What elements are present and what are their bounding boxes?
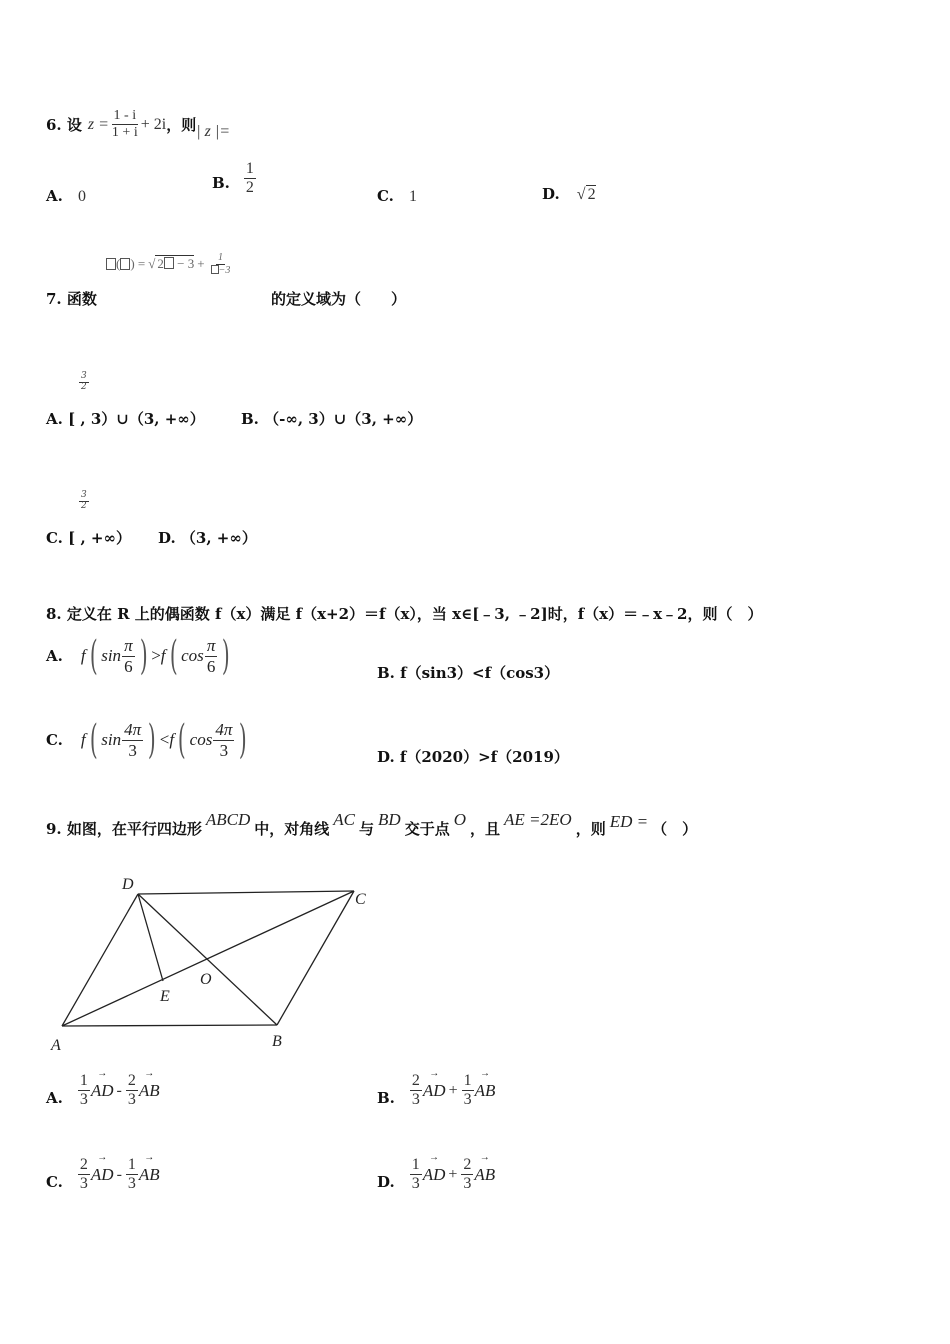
q9-option-c[interactable] [46,1156,160,1194]
q7-f-box [106,258,116,270]
q9-c-coef2 [126,1156,138,1194]
q9-a-c1d: 3 [79,1091,88,1109]
q9-option-c-label: C. [46,1172,63,1191]
q6-abs: | z |= [196,122,231,140]
q8-a-sin: sin [101,646,122,666]
q9-c-v1: → AD [91,1165,114,1185]
q8-a-frac2 [205,636,218,676]
q8-c-frac1-den: 3 [128,740,137,760]
q8-option-b[interactable]: B. f（sin3）<f（cos3） [377,664,560,682]
q7-radicand: 2 [157,256,164,271]
q9-a-c2n: 2 [126,1072,138,1091]
q8-option-a[interactable] [46,633,234,680]
q7-formula-frac [209,252,233,276]
side-dc [138,891,354,894]
q6-option-c-label: C. [377,187,394,205]
q7-option-a-frac [78,372,90,393]
q9-a-v2: → AB [139,1081,160,1101]
q7-option-c[interactable]: C. [ , +∞） [46,529,131,547]
q9-option-a-label: A. [46,1088,63,1107]
q7-sqrt: √ 2 − 3 [148,256,195,271]
q6-option-d-sqrt: √ 2 [576,186,596,203]
q9-d-coef2 [461,1156,473,1194]
q9-b-coef2 [462,1072,474,1110]
q8-a-f1: f [80,646,86,666]
q8-a-cos: cos [181,646,204,666]
q7-small-frac-1-den: 2 [81,382,87,392]
q8-c-f2: f [169,730,175,750]
label-d: D [122,876,134,893]
q7-radicand-tail: − 3 [173,256,195,271]
q9-ze: ，则 [575,820,606,838]
side-ab [62,1025,277,1026]
q9-d-c2d: 3 [463,1175,472,1193]
q8-c-frac2-den: 3 [219,740,229,760]
q8-stem: 8. 定义在 R 上的偶函数 f（x）满足 f（x+2）＝f（x），当 x∈[﹣3, ﹣2]时，f（x）＝﹣x﹣2，则（ ） [46,605,763,623]
q9-yu: 与 [359,820,375,838]
label-e: E [160,988,170,1005]
q7-small-frac-1 [79,372,89,393]
q9-b-v1: → AD [423,1081,446,1101]
q9-a-coef2 [126,1072,138,1110]
q9-d-c1n: 1 [410,1156,422,1175]
q7-formula-mid: ) = [130,256,146,271]
q7-option-b[interactable]: B. （-∞, 3）∪（3, +∞） [241,410,423,428]
q8-a-frac2-den: 6 [206,656,216,676]
segment-de [138,894,163,981]
q8-c-frac2 [213,720,234,760]
q9-c-coef1 [78,1156,90,1194]
q9-d-v1: → AD [423,1165,446,1185]
q6-option-c-value: 1 [409,188,417,205]
q8-a-frac1 [122,636,135,676]
q9-a-coef1 [78,1072,90,1110]
diagonal-bd [138,894,277,1025]
q8-option-d[interactable]: D. f（2020）>f（2019） [377,748,569,766]
q9-c-op: - [116,1165,122,1183]
q9-ed: ED = [609,812,649,831]
side-cb [277,891,354,1025]
q9-cond: AE =2EO [504,810,572,829]
q9-c-c2n: 1 [126,1156,138,1175]
label-a: A [51,1037,61,1054]
q9-a-op: - [116,1081,122,1099]
q6-option-b-label: B. [212,173,230,192]
q8-a-lparen1: ( [89,633,98,680]
q7-frac-num: 1 [217,252,223,263]
q9-qie: ，且 [470,820,501,838]
q8-c-lt: < [159,730,170,750]
q9-option-d-label: D. [377,1172,395,1191]
q8-a-lparen2: ( [169,633,178,680]
q9-a-c1n: 1 [78,1072,90,1091]
q8-option-c-label: C. [46,731,63,750]
q9-parallelogram-figure [40,866,380,1056]
q8-a-rparen1: ) [139,633,148,680]
q6-num: 1 - i [112,108,139,125]
q9-d-coef1 [410,1156,422,1194]
q7-small-frac-1-num: 3 [81,371,87,382]
q7-x-box-2 [164,257,174,269]
q8-c-rparen1: ) [148,717,156,764]
q8-c-lparen1: ( [89,717,98,764]
q9-b-v2: → AB [475,1081,496,1101]
q7-stem-suffix: 的定义域为（ ） [271,290,407,308]
q6-option-c[interactable] [377,186,417,206]
q6-prefix: 6. 设 [46,116,82,135]
q8-c-cos: cos [189,730,213,750]
q7-frac-den-wrap [209,265,233,277]
q9-option-a[interactable] [46,1072,160,1110]
q6-option-a[interactable] [46,186,86,206]
q7-small-frac-2-den: 2 [81,501,87,511]
q6-stem [46,108,230,141]
q6-option-d[interactable] [542,184,596,204]
q9-abcd: ABCD [205,810,251,829]
label-c: C [355,891,366,908]
q9-paren: （ ） [652,820,698,838]
q7-x-box [120,258,130,270]
side-ad [62,894,138,1026]
q8-c-frac1 [122,720,143,760]
q8-a-frac1-num: π [124,636,133,655]
q9-option-b-label: B. [377,1088,395,1107]
q9-jiao: 交于点 [404,820,450,838]
q8-a-f2: f [160,646,166,666]
q6-fraction [110,108,140,141]
q7-option-c-frac [78,491,90,512]
q9-a-c2d: 3 [127,1091,136,1109]
q8-a-rparen2: ) [222,633,231,680]
q9-c-c1n: 2 [78,1156,90,1175]
q9-zhong: 中，对角线 [254,820,330,838]
q9-b-c1n: 2 [410,1072,422,1091]
label-o: O [200,971,212,988]
q6-z-eq: z = [87,115,109,133]
q6-option-d-radicand: 2 [587,186,596,203]
q9-b-coef1 [410,1072,422,1110]
q9-b-c2n: 1 [462,1072,474,1091]
q8-c-frac1-num: 4π [124,720,142,739]
q7-formula-image [106,252,233,276]
q6-plus: + 2i [140,115,167,133]
q7-plus: + [197,256,205,271]
q6-option-a-value: 0 [77,188,86,205]
q9-a-v1: → AD [91,1081,114,1101]
q6-option-b-num: 1 [244,160,256,179]
q9-c-c2d: 3 [127,1175,136,1193]
q7-small-frac-2 [79,491,89,512]
q7-option-a[interactable]: A. [ , 3）∪（3, +∞） [46,410,205,428]
q8-a-frac2-num: π [206,636,216,655]
q9-d-c1d: 3 [411,1175,420,1193]
q6-comma-then: ，则 [166,116,197,135]
q7-stem-prefix: 7. 函数 [46,290,97,308]
q6-option-b-frac [244,160,256,198]
q9-c-c1d: 3 [79,1175,88,1193]
q8-option-c[interactable] [46,717,251,764]
q9-o: O [453,810,467,829]
q9-b-c1d: 3 [411,1091,420,1109]
q6-den: 1 + i [111,125,138,141]
q7-formula-lhs: ( [116,256,121,271]
q6-option-d-label: D. [542,185,560,203]
q8-option-a-label: A. [46,647,63,666]
q8-c-rparen2: ) [239,717,248,764]
q7-frac-den: −3 [218,264,231,276]
q9-d-c2n: 2 [461,1156,473,1175]
q9-d-op: + [448,1165,458,1183]
diagonal-ac [62,891,354,1026]
q8-c-lparen2: ( [177,717,186,764]
label-b: B [272,1033,282,1050]
q8-c-f1: f [80,730,86,750]
q9-d-v2: → AB [474,1165,495,1185]
q9-option-b[interactable] [377,1072,495,1110]
q6-option-b[interactable] [212,160,257,198]
q9-prefix: 9. 如图，在平行四边形 [46,820,202,838]
q7-small-frac-2-num: 3 [81,490,87,501]
q9-ac: AC [333,810,356,829]
q8-a-frac1-den: 6 [124,656,133,676]
q9-option-d[interactable] [377,1156,495,1194]
q7-option-d[interactable]: D. （3, +∞） [158,529,257,547]
q9-stem [46,810,697,839]
q9-b-op: + [448,1081,458,1099]
q9-b-c2d: 3 [463,1091,472,1109]
q8-c-sin: sin [101,730,122,750]
q8-c-frac2-num: 4π [215,720,233,739]
q9-c-v2: → AB [139,1165,160,1185]
q6-option-a-label: A. [46,187,63,205]
q8-a-gt: > [151,646,161,666]
q9-bd: BD [378,810,401,829]
q6-option-b-den: 2 [245,179,254,197]
